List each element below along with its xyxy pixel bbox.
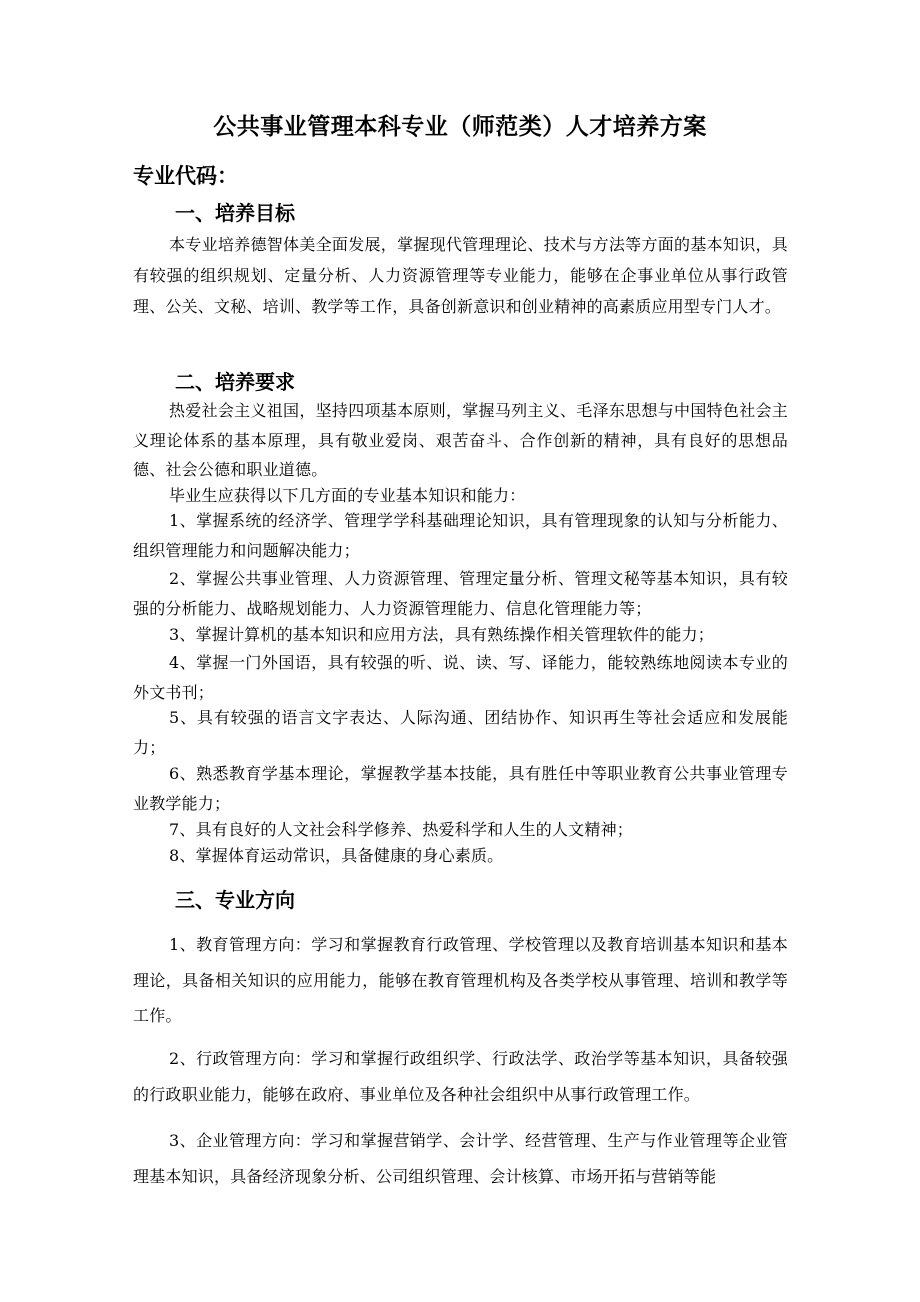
requirement-item: 6、熟悉教育学基本理论，掌握教学基本技能，具有胜任中等职业教育公共事业管理专业教学能力； (133, 764, 788, 813)
requirements-intro: 热爱社会主义祖国，坚持四项基本原则，掌握马列主义、毛泽东思想与中国特色社会主义理论体系的基本原理，具有敬业爱岗、艰苦奋斗、合作创新的精神，具有良好的思想品德、社会公德和职业道德。 (133, 401, 788, 479)
document-title: 公共事业管理本科专业（师范类）人才培养方案 (213, 114, 707, 140)
direction-item: 2、行政管理方向：学习和掌握行政组织学、行政法学、政治学等基本知识，具备较强的行政职业能力，能够在政府、事业单位及各种社会组织中从事行政管理工作。 (133, 1049, 788, 1104)
direction-item: 1、教育管理方向：学习和掌握教育行政管理、学校管理以及教育培训基本知识和基本理论，具备相关知识的应用能力，能够在教育管理机构及各类学校从事管理、培训和教学等工作。 (133, 935, 788, 1025)
section-heading-goals: 一、培养目标 (175, 201, 295, 225)
requirement-item: 3、掌握计算机的基本知识和应用方法，具有熟练操作相关管理软件的能力； (169, 625, 714, 644)
requirement-item: 4、掌握一门外国语，具有较强的听、说、读、写、译能力，能较熟练地阅读本专业的外文书刊； (133, 653, 788, 702)
requirement-item: 5、具有较强的语言文字表达、人际沟通、团结协作、知识再生等社会适应和发展能力； (133, 708, 788, 757)
requirement-item: 8、掌握体育运动常识，具备健康的身心素质。 (169, 846, 504, 865)
section-heading-requirements: 二、培养要求 (175, 370, 295, 394)
direction-item: 3、企业管理方向：学习和掌握营销学、会计学、经营管理、生产与作业管理等企业管理基本知识，具备经济现象分析、公司组织管理、会计核算、市场开拓与营销等能 (133, 1131, 788, 1186)
requirements-lead: 毕业生应获得以下几方面的专业基本知识和能力： (169, 486, 526, 505)
requirement-item: 7、具有良好的人文社会科学修养、热爱科学和人生的人文精神； (169, 820, 633, 839)
section-heading-directions: 三、专业方向 (175, 888, 295, 912)
goals-paragraph: 本专业培养德智体美全面发展，掌握现代管理理论、技术与方法等方面的基本知识，具有较强的组织规划、定量分析、人力资源管理等专业能力，能够在企事业单位从事行政管理、公关、文秘、培训、教学等工作，具备创新意识和创业精神的高素质应用型专门人才。 (133, 235, 788, 316)
requirement-item: 2、掌握公共事业管理、人力资源管理、管理定量分析、管理文秘等基本知识，具有较强的分析能力、战略规划能力、人力资源管理能力、信息化管理能力等； (133, 569, 788, 618)
requirement-item: 1、掌握系统的经济学、管理学学科基础理论知识，具有管理现象的认知与分析能力、组织管理能力和问题解决能力； (133, 511, 788, 560)
major-code-label: 专业代码： (133, 164, 238, 188)
